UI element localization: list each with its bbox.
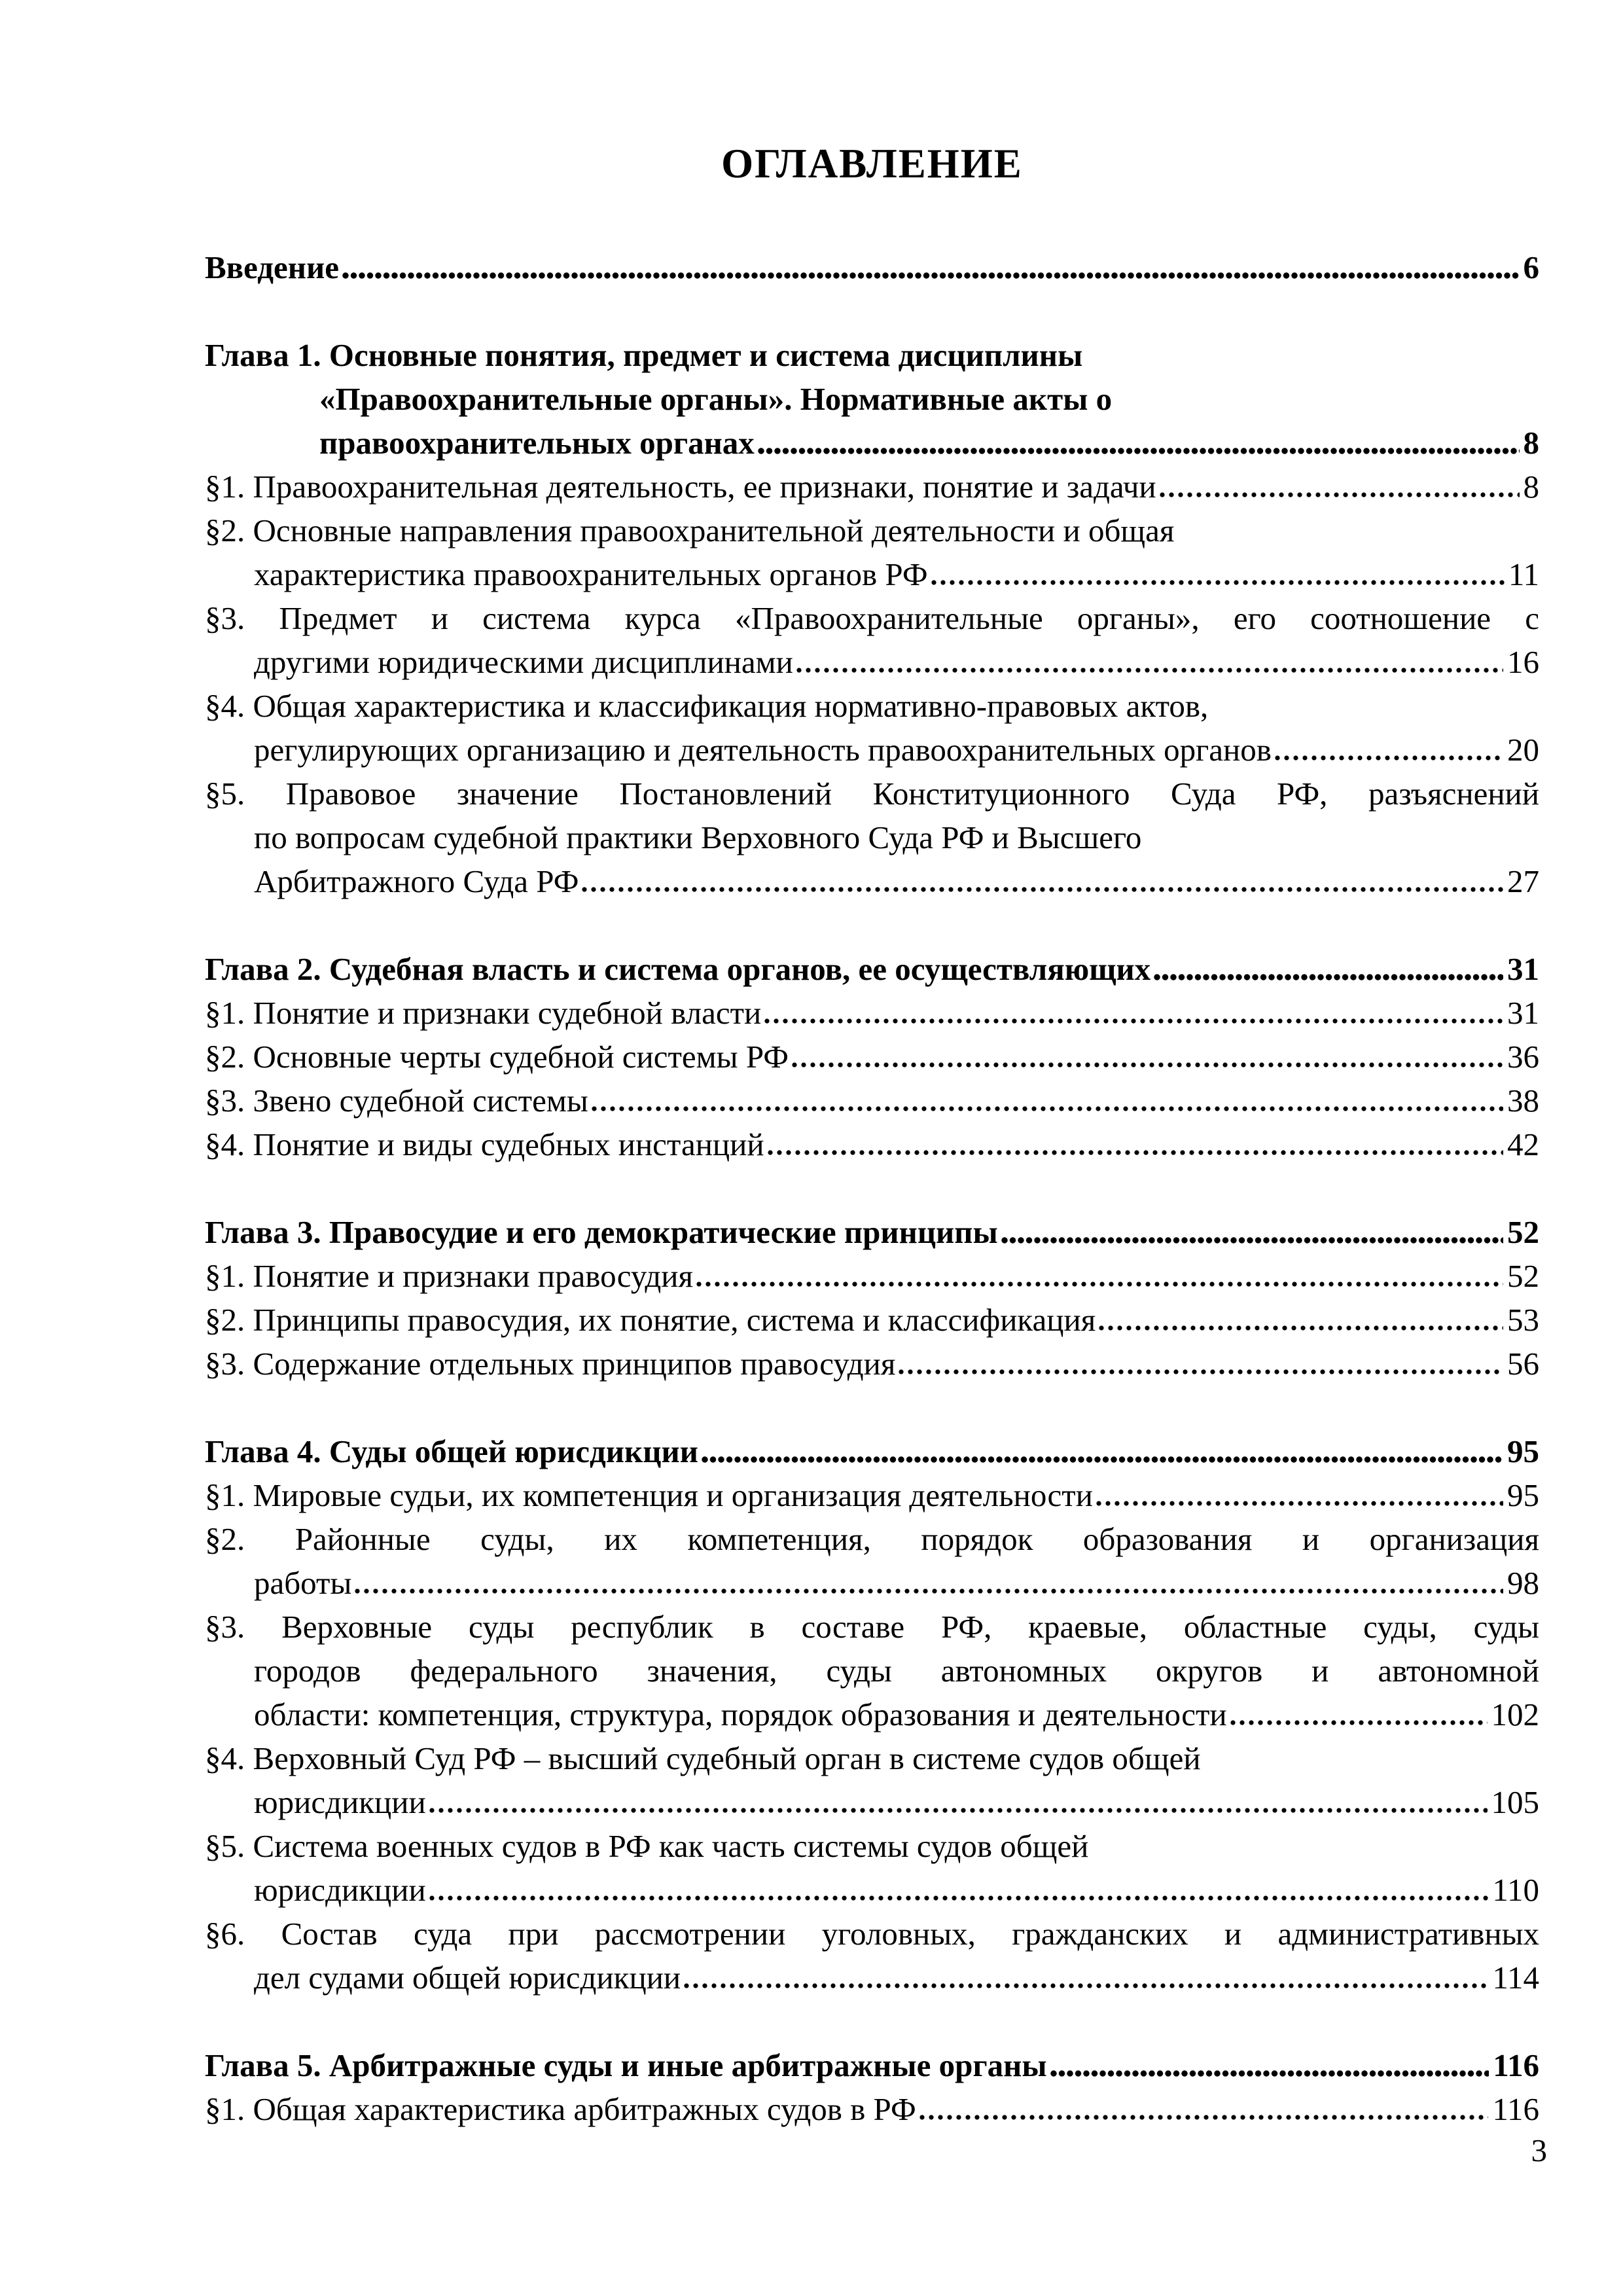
toc-page-number: 95 <box>1507 1477 1539 1513</box>
toc-page-number: 16 <box>1507 644 1539 680</box>
toc-page-number: 36 <box>1507 1039 1539 1075</box>
toc-page-number: 105 <box>1491 1784 1539 1820</box>
toc-line <box>205 2043 1539 2087</box>
toc-line <box>205 1429 1539 1473</box>
toc-entry <box>205 509 1539 596</box>
toc-entry <box>205 596 1539 684</box>
dot-leader <box>1274 754 1503 762</box>
toc-page-number: 95 <box>1507 1433 1539 1469</box>
page-title: ОГЛАВЛЕНИЕ <box>721 141 1023 187</box>
toc-entry <box>205 1912 1539 2000</box>
toc-page-number: 11 <box>1508 556 1539 592</box>
toc-page-number: 110 <box>1492 1872 1539 1908</box>
toc-line <box>205 859 1539 903</box>
toc-line <box>205 421 1539 465</box>
dot-leader <box>767 1149 1503 1157</box>
toc-line-text: области: компетенция, структура, порядок образования и деятельности <box>254 1696 1227 1732</box>
toc-line-text: дел судами общей юрисдикции <box>254 1960 681 1996</box>
toc-line-text: работы <box>254 1565 352 1601</box>
toc-line-text: характеристика правоохранительных органов РФ <box>254 556 928 592</box>
toc-line-text: Арбитражного Суда РФ <box>254 863 579 899</box>
dot-leader <box>1096 1499 1503 1507</box>
toc-line <box>205 1561 1539 1605</box>
page-content <box>205 0 1539 2131</box>
dot-leader <box>696 1280 1503 1288</box>
toc-page-number: 31 <box>1507 951 1539 987</box>
toc-line-text: регулирующих организацию и деятельность правоохранительных органов <box>254 732 1272 768</box>
toc-line-text: правоохранительных органах <box>319 425 755 461</box>
toc-page-number: 102 <box>1491 1696 1539 1732</box>
toc-entry <box>205 991 1539 1035</box>
toc-entry <box>205 1429 1539 1473</box>
toc-page-number: 116 <box>1493 2047 1539 2083</box>
toc-page-number: 27 <box>1507 863 1539 899</box>
dot-leader <box>1001 1236 1503 1245</box>
toc-entry <box>205 1254 1539 1298</box>
toc-entry <box>205 465 1539 509</box>
dot-leader <box>1050 2070 1489 2078</box>
dot-leader <box>796 666 1503 674</box>
dot-leader <box>931 579 1505 586</box>
dot-leader <box>898 1368 1503 1376</box>
dot-leader <box>1230 1719 1488 1727</box>
dot-leader <box>342 272 1520 280</box>
toc-entry <box>205 1035 1539 1079</box>
toc-line-text: §5. Система военных судов в РФ как часть системы судов общей <box>205 1828 1089 1864</box>
toc-page-number: 53 <box>1507 1302 1539 1338</box>
toc-line-text: §6. Состав суда при рассмотрении уголовных, гражданских и административных <box>205 1916 1539 1952</box>
toc-entry <box>205 1517 1539 1605</box>
toc-line-text: Глава 4. Суды общей юрисдикции <box>205 1433 698 1469</box>
toc-page-number: 42 <box>1507 1126 1539 1162</box>
toc-line-text: §1. Понятие и признаки судебной власти <box>205 995 762 1031</box>
dot-leader <box>1153 973 1503 982</box>
toc-page-number: 38 <box>1507 1083 1539 1119</box>
dot-leader <box>354 1587 1503 1595</box>
dot-leader <box>701 1456 1503 1464</box>
folio-page-number: 3 <box>1531 2132 1547 2168</box>
toc-line <box>205 1517 1539 1561</box>
toc-line <box>205 1780 1539 1824</box>
toc-entry <box>205 1079 1539 1122</box>
toc-line-text: §1. Мировые судьи, их компетенция и организация деятельности <box>205 1477 1093 1513</box>
toc-page-number: 114 <box>1492 1960 1539 1996</box>
toc-entry <box>205 1122 1539 1166</box>
toc-line <box>205 1210 1539 1254</box>
toc-line <box>205 1736 1539 1780</box>
toc-line <box>205 816 1539 859</box>
toc-line <box>205 2087 1539 2131</box>
toc-line <box>205 1035 1539 1079</box>
toc-entry <box>205 1473 1539 1517</box>
toc-line <box>205 991 1539 1035</box>
toc-line-text: §2. Основные направления правоохранительной деятельности и общая <box>205 512 1175 548</box>
toc-entry <box>205 1824 1539 1912</box>
dot-leader <box>429 1806 1488 1814</box>
toc-page-number: 116 <box>1492 2091 1539 2127</box>
toc-entry <box>205 2087 1539 2131</box>
toc-entry <box>205 684 1539 772</box>
toc-entry <box>205 245 1539 289</box>
toc-line <box>205 728 1539 772</box>
toc-entry <box>205 947 1539 991</box>
toc-entry <box>205 1605 1539 1736</box>
toc-line-text: Глава 5. Арбитражные суды и иные арбитражные органы <box>205 2047 1047 2083</box>
toc-line-text: Глава 2. Судебная власть и система органов, ее осуществляющих <box>205 951 1151 987</box>
dot-leader <box>919 2113 1489 2121</box>
dot-leader <box>791 1061 1503 1069</box>
toc-page-number: 8 <box>1523 469 1539 505</box>
toc-line <box>205 684 1539 728</box>
toc-line-text: §1. Общая характеристика арбитражных судов в РФ <box>205 2091 916 2127</box>
toc-page-number: 8 <box>1523 425 1539 461</box>
toc-line-text: §3. Содержание отдельных принципов правосудия <box>205 1346 896 1382</box>
toc-line <box>205 596 1539 640</box>
toc-line-text: §3. Предмет и система курса «Правоохранительные органы», его соотношение с <box>205 600 1539 636</box>
toc-line-text: §1. Правоохранительная деятельность, ее признаки, понятие и задачи <box>205 469 1156 505</box>
toc-line <box>205 1693 1539 1736</box>
dot-leader <box>591 1105 1503 1113</box>
toc-line <box>205 1868 1539 1912</box>
toc-line <box>205 1122 1539 1166</box>
toc-page-number: 31 <box>1507 995 1539 1031</box>
toc-line-text: «Правоохранительные органы». Нормативные акты о <box>319 381 1113 417</box>
toc-line <box>205 377 1539 421</box>
toc-page-number: 20 <box>1507 732 1539 768</box>
toc-line <box>205 1342 1539 1386</box>
toc-line <box>205 509 1539 552</box>
dot-leader <box>683 1982 1488 1990</box>
toc-entry <box>205 1210 1539 1254</box>
toc-line <box>205 640 1539 684</box>
toc-entry <box>205 1736 1539 1824</box>
toc-line-text: §5. Правовое значение Постановлений Конституционного Суда РФ, разъяснений <box>205 776 1539 812</box>
toc-page-number: 52 <box>1507 1258 1539 1294</box>
toc-line <box>205 465 1539 509</box>
toc-line-text: §3. Звено судебной системы <box>205 1083 588 1119</box>
toc-line-text: §4. Верховный Суд РФ – высший судебный орган в системе судов общей <box>205 1740 1201 1776</box>
toc-line-text: §2. Основные черты судебной системы РФ <box>205 1039 789 1075</box>
toc-page-number: 6 <box>1523 249 1539 285</box>
toc-line <box>205 1605 1539 1649</box>
toc-entry <box>205 772 1539 903</box>
toc-line-text: §4. Общая характеристика и классификация нормативно-правовых актов, <box>205 688 1209 724</box>
dot-leader <box>764 1017 1503 1025</box>
toc-line-text: Введение <box>205 249 339 285</box>
toc-line <box>205 1254 1539 1298</box>
toc-page-number: 98 <box>1507 1565 1539 1601</box>
toc-line-text: §3. Верховные суды республик в составе РФ, краевые, областные суды, суды <box>205 1609 1539 1645</box>
toc-entry <box>205 2043 1539 2087</box>
toc-line-text: §2. Принципы правосудия, их понятие, система и классификация <box>205 1302 1096 1338</box>
toc <box>205 245 1539 2131</box>
toc-line-text: по вопросам судебной практики Верховного Суда РФ и Высшего <box>254 819 1142 855</box>
toc-line-text: Глава 1. Основные понятия, предмет и система дисциплины <box>205 337 1083 373</box>
toc-line-text: другими юридическими дисциплинами <box>254 644 793 680</box>
toc-line <box>205 1956 1539 2000</box>
toc-line <box>205 1912 1539 1956</box>
toc-line <box>205 1298 1539 1342</box>
toc-line <box>205 552 1539 596</box>
toc-line-text: §4. Понятие и виды судебных инстанций <box>205 1126 764 1162</box>
toc-line-text: юрисдикции <box>254 1784 426 1820</box>
dot-leader <box>1098 1324 1503 1332</box>
toc-line-text: §1. Понятие и признаки правосудия <box>205 1258 694 1294</box>
toc-line-text: §2. Районные суды, их компетенция, порядок образования и организация <box>205 1521 1539 1557</box>
toc-line <box>205 1824 1539 1868</box>
toc-line <box>205 1649 1539 1693</box>
toc-line-text: городов федерального значения, суды автономных округов и автономной <box>254 1653 1539 1689</box>
toc-line <box>205 772 1539 816</box>
dot-leader <box>1159 491 1520 499</box>
toc-line <box>205 245 1539 289</box>
toc-line <box>205 333 1539 377</box>
toc-entry <box>205 333 1539 465</box>
toc-line-text: юрисдикции <box>254 1872 426 1908</box>
toc-page-number: 52 <box>1507 1214 1539 1250</box>
dot-leader <box>757 447 1520 456</box>
toc-line <box>205 947 1539 991</box>
toc-line <box>205 1473 1539 1517</box>
dot-leader <box>429 1894 1489 1902</box>
dot-leader <box>581 886 1503 893</box>
toc-page-number: 56 <box>1507 1346 1539 1382</box>
toc-line <box>205 1079 1539 1122</box>
toc-line-text: Глава 3. Правосудие и его демократические принципы <box>205 1214 998 1250</box>
toc-entry <box>205 1298 1539 1342</box>
toc-entry <box>205 1342 1539 1386</box>
